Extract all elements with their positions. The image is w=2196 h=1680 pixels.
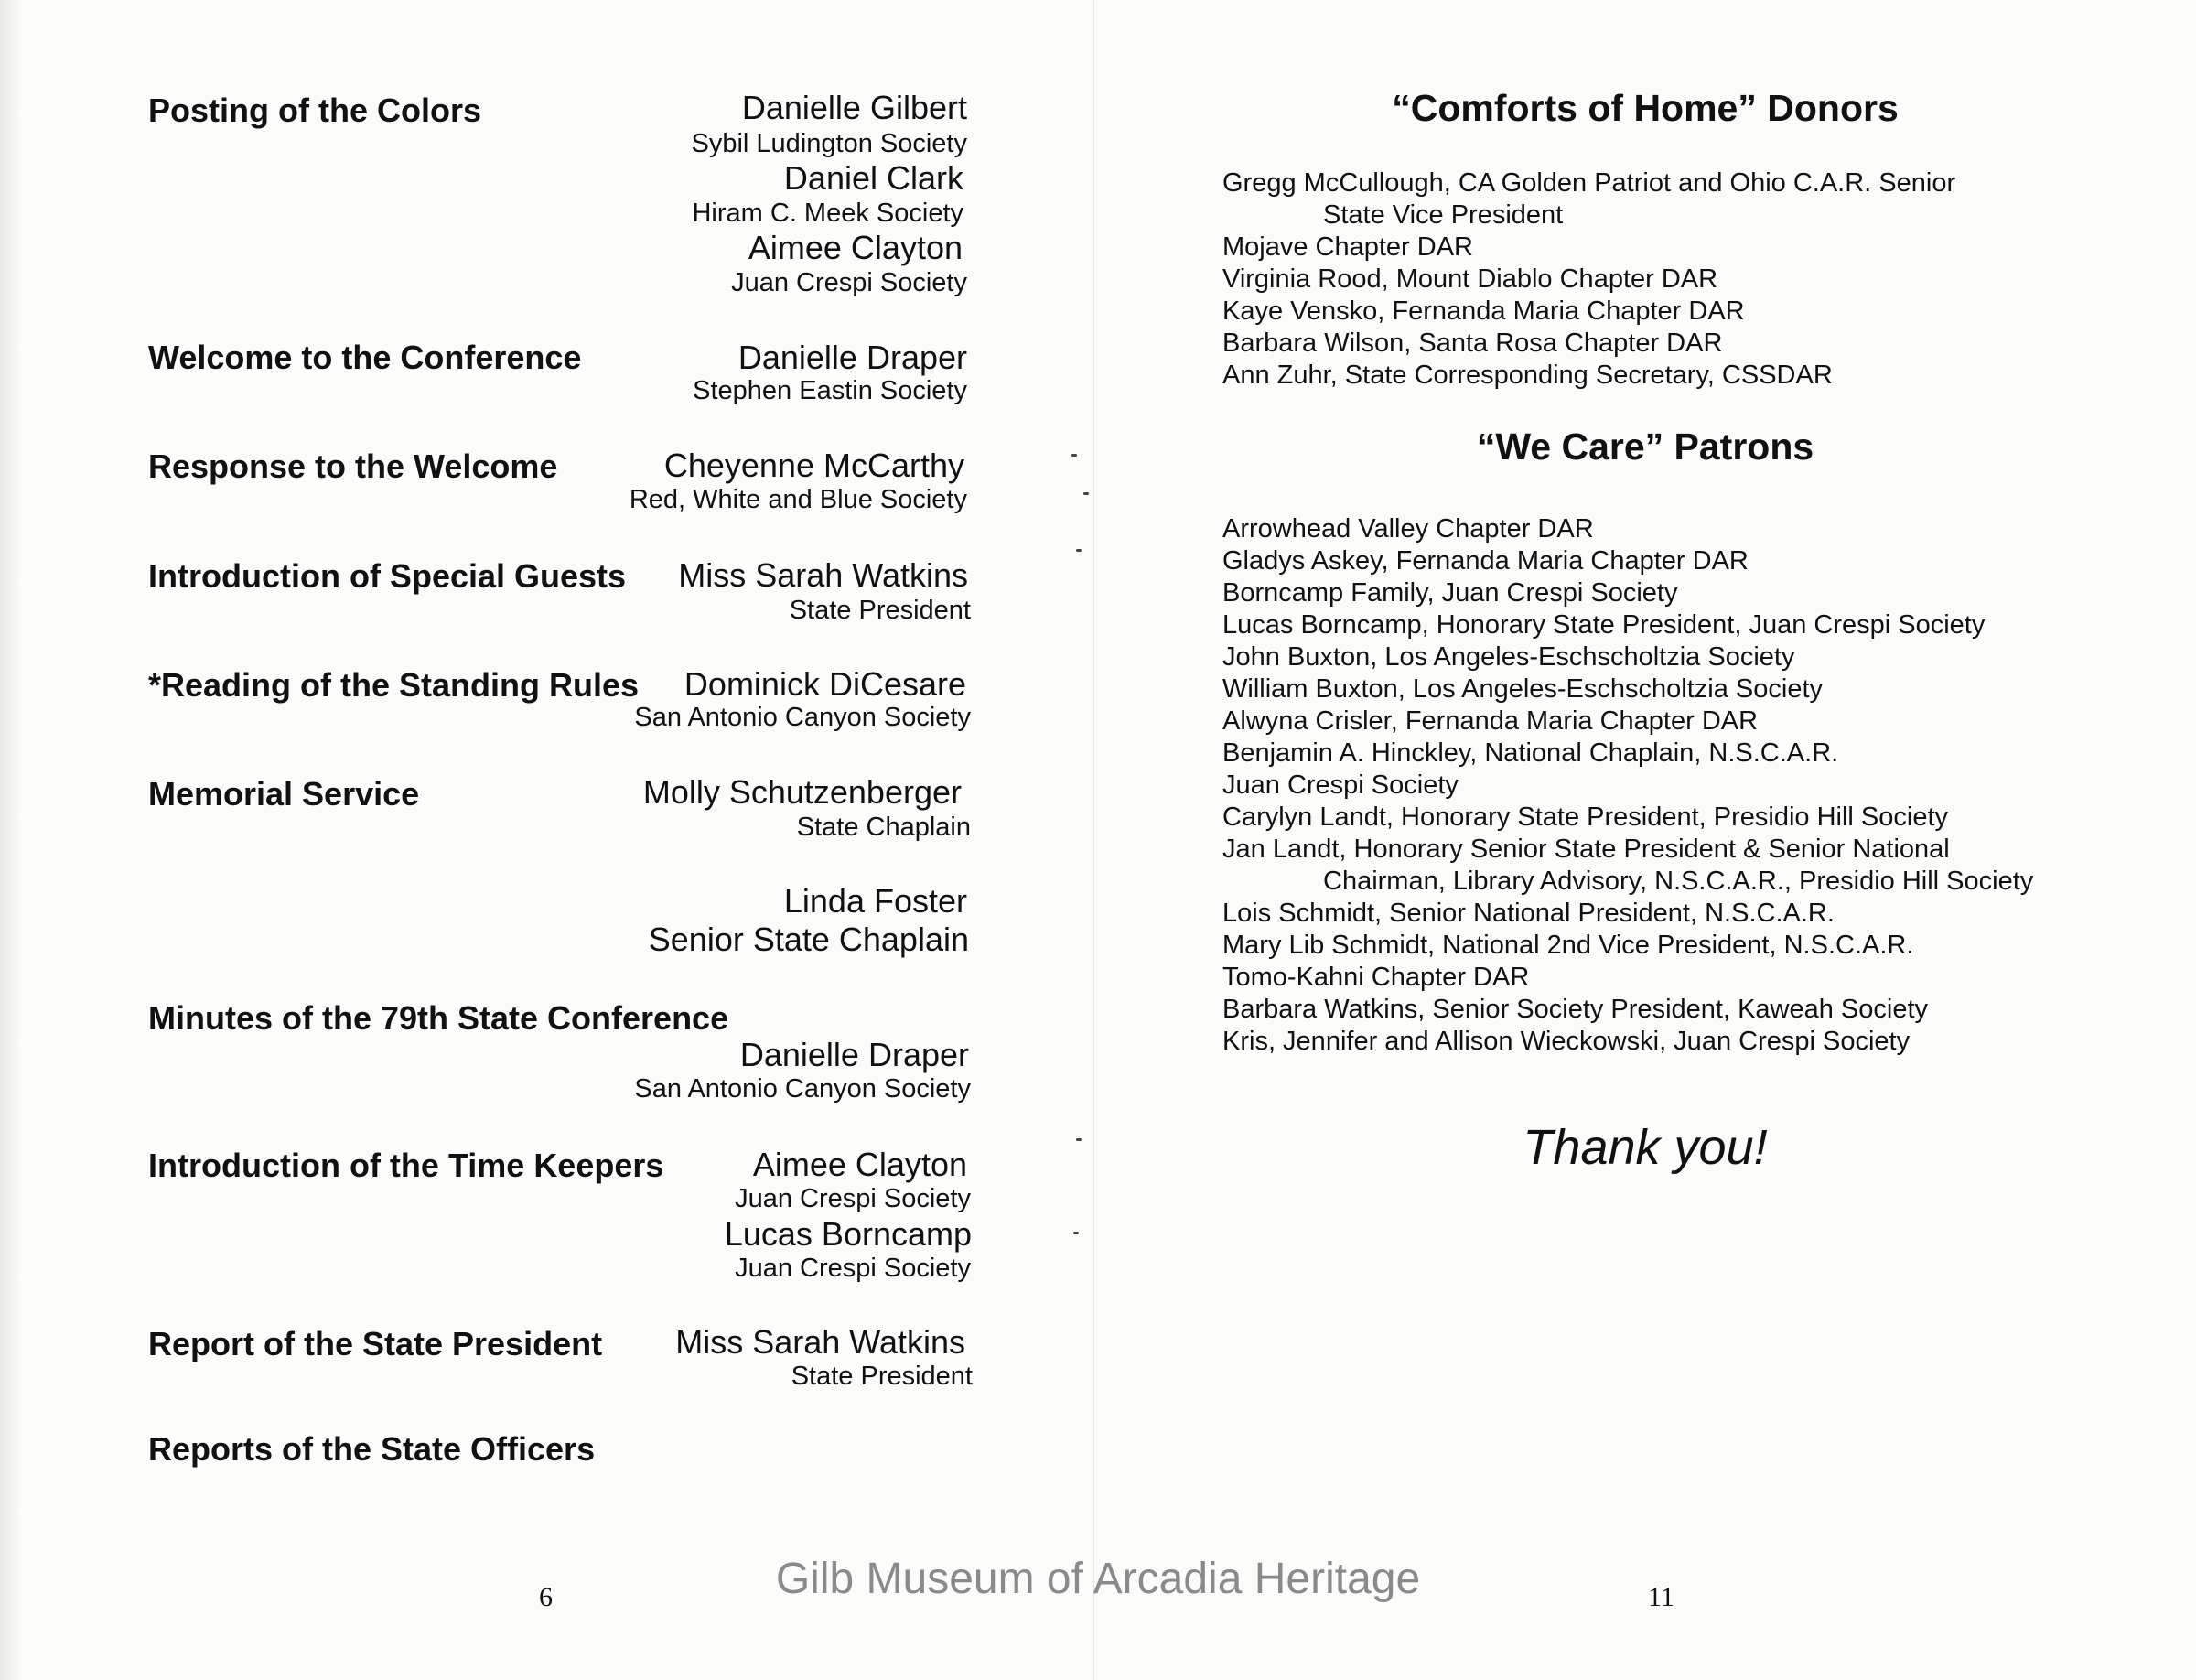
list-item: [1222, 834, 2033, 898]
person-affiliation: Stephen Eastin Society: [693, 376, 967, 405]
person-name: Aimee Clayton: [748, 229, 963, 266]
list-item-text: Barbara Wilson, Santa Rosa Chapter DAR: [1222, 328, 1723, 358]
person-name: Danielle Draper: [737, 339, 967, 376]
person-affiliation: State President: [791, 1362, 973, 1391]
list-item-continuation: Chairman, Library Advisory, N.S.C.A.R., Presidio Hill Society: [1323, 867, 2034, 896]
scan-speck: [1076, 1138, 1082, 1141]
person-affiliation: Red, White and Blue Society: [629, 485, 967, 514]
list-item: [1222, 673, 2033, 705]
list-item: [1222, 264, 1955, 296]
list-item-text: Kaye Vensko, Fernanda Maria Chapter DAR: [1222, 296, 1745, 326]
person-affiliation: Juan Crespi Society: [735, 1254, 971, 1283]
list-item: [1222, 609, 2033, 641]
person-name: Dominick DiCesare: [684, 665, 966, 703]
list-item-text: Kris, Jennifer and Allison Wieckowski, Juan Crespi Society: [1222, 1027, 1911, 1056]
list-item-text: Juan Crespi Society: [1222, 770, 1459, 800]
person-name: Danielle Draper: [739, 1036, 969, 1073]
list-item: [1222, 296, 1955, 328]
person-affiliation: State Chaplain: [796, 813, 971, 842]
agenda-label: Report of the State President: [148, 1325, 603, 1362]
person-name: Linda Foster: [783, 882, 967, 920]
list-item-text: Tomo-Kahni Chapter DAR: [1222, 963, 1530, 992]
scan-speck: [1073, 1232, 1079, 1234]
person-affiliation: Hiram C. Meek Society: [692, 199, 963, 228]
person-affiliation: State President: [789, 596, 971, 625]
person-name: Miss Sarah Watkins: [675, 1323, 965, 1361]
list-item-continuation: State Vice President: [1323, 200, 1564, 230]
person-affiliation: Sybil Ludington Society: [691, 129, 967, 158]
list-item: [1222, 167, 1955, 232]
person-name: Miss Sarah Watkins: [678, 556, 968, 594]
page-edge-shadow: [0, 0, 20, 1680]
left-page: [0, 0, 1094, 1680]
donors-heading: “Comforts of Home” Donors: [1392, 87, 1899, 129]
patrons-heading: “We Care” Patrons: [1476, 425, 1814, 468]
list-item-text: Benjamin A. Hinckley, National Chaplain, N.S.C.A.R.: [1222, 738, 1839, 768]
scan-speck: [1083, 492, 1089, 495]
list-item-text: Gladys Askey, Fernanda Maria Chapter DAR: [1222, 546, 1749, 576]
list-item: [1222, 962, 2033, 994]
person-name: Cheyenne McCarthy: [663, 447, 964, 484]
list-item-text: Alwyna Crisler, Fernanda Maria Chapter DAR: [1222, 706, 1759, 736]
agenda-label: Welcome to the Conference: [148, 339, 582, 376]
agenda-label: Introduction of Special Guests: [148, 557, 627, 595]
donors-list: [1222, 167, 1955, 392]
scan-speck: [1071, 454, 1077, 457]
person-affiliation: Senior State Chaplain: [648, 921, 969, 958]
person-affiliation: Juan Crespi Society: [731, 268, 967, 297]
patrons-list: [1222, 513, 2033, 1058]
list-item-text: Virginia Rood, Mount Diablo Chapter DAR: [1222, 264, 1718, 294]
person-affiliation: Juan Crespi Society: [735, 1184, 971, 1213]
list-item-text: William Buxton, Los Angeles-Eschscholtzia Society: [1222, 674, 1824, 704]
list-item: [1222, 545, 2033, 577]
list-item-text: Arrowhead Valley Chapter DAR: [1222, 514, 1594, 544]
person-affiliation: San Antonio Canyon Society: [634, 1074, 971, 1104]
list-item: [1222, 641, 2033, 673]
agenda-label: *Reading of the Standing Rules: [148, 666, 640, 704]
list-item-text: Lois Schmidt, Senior National President, N.S.C.A.R.: [1222, 899, 1835, 928]
right-page: [1094, 0, 2196, 1680]
agenda-label: Memorial Service: [148, 775, 420, 813]
list-item: [1222, 328, 1955, 360]
list-item-text: Carylyn Landt, Honorary State President, Presidio Hill Society: [1222, 802, 1949, 832]
list-item: [1222, 802, 2033, 834]
list-item-text: Jan Landt, Honorary Senior State President & Senior National: [1222, 835, 1950, 864]
list-item: [1222, 360, 1955, 392]
list-item: [1222, 513, 2033, 545]
list-item: [1222, 232, 1955, 264]
watermark: Gilb Museum of Arcadia Heritage: [775, 1555, 1421, 1603]
list-item: [1222, 577, 2033, 609]
list-item-text: Lucas Borncamp, Honorary State President, Juan Crespi Society: [1222, 610, 1986, 640]
agenda-label: Posting of the Colors: [148, 92, 481, 129]
list-item-text: Mary Lib Schmidt, National 2nd Vice President, N.S.C.A.R.: [1222, 931, 1914, 960]
page-number: 11: [1648, 1582, 1674, 1612]
list-item-text: Gregg McCullough, CA Golden Patriot and Ohio C.A.R. Senior: [1222, 168, 1956, 198]
list-item-text: Ann Zuhr, State Corresponding Secretary, CSSDAR: [1222, 361, 1833, 390]
list-item: [1222, 770, 2033, 802]
list-item-text: Borncamp Family, Juan Crespi Society: [1222, 578, 1678, 608]
list-item-text: Barbara Watkins, Senior Society President, Kaweah Society: [1222, 995, 1929, 1024]
thank-you-text: Thank you!: [1523, 1120, 1768, 1175]
list-item: [1222, 898, 2033, 930]
list-item: [1222, 1026, 2033, 1058]
list-item: [1222, 738, 2033, 770]
person-name: Lucas Borncamp: [724, 1215, 972, 1253]
page-number: 6: [539, 1582, 553, 1612]
agenda-label: Reports of the State Officers: [148, 1430, 596, 1468]
list-item-text: Mojave Chapter DAR: [1222, 232, 1473, 262]
person-name: Molly Schutzenberger: [642, 773, 962, 811]
list-item: [1222, 994, 2033, 1026]
agenda-label: Minutes of the 79th State Conference: [148, 999, 729, 1037]
person-affiliation: San Antonio Canyon Society: [634, 703, 971, 732]
person-name: Danielle Gilbert: [741, 89, 967, 126]
list-item-text: John Buxton, Los Angeles-Eschscholtzia Society: [1222, 642, 1795, 672]
list-item: [1222, 930, 2033, 962]
person-name: Aimee Clayton: [752, 1146, 967, 1183]
scan-speck: [1076, 549, 1082, 552]
person-name: Daniel Clark: [783, 159, 963, 197]
agenda-label: Response to the Welcome: [148, 447, 558, 485]
list-item: [1222, 705, 2033, 738]
agenda-label: Introduction of the Time Keepers: [148, 1147, 664, 1184]
